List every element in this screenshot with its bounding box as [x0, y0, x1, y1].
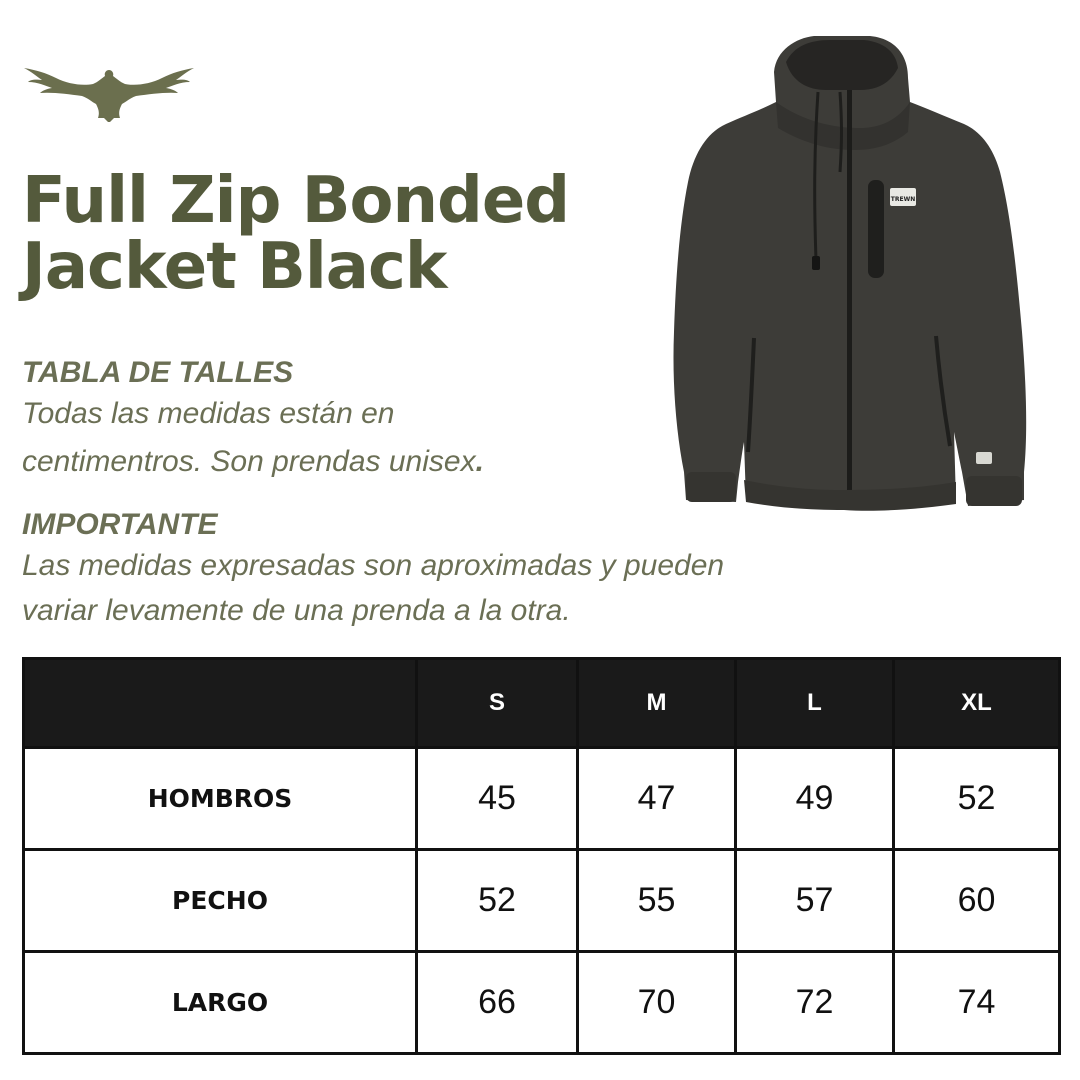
important-line2: variar levamente de una prenda a la otra.: [22, 594, 571, 627]
jacket-product-image: [664, 32, 1040, 512]
patch-label: TREWN: [890, 196, 916, 203]
size-header-row: [24, 659, 1060, 748]
important-line1: Las medidas expresadas son aproximadas y pueden: [22, 549, 725, 582]
size-header-l: L: [736, 659, 894, 748]
product-title-line2: Jacket Black: [22, 230, 447, 304]
important-heading: IMPORTANTE: [22, 508, 218, 541]
table-cell: 66: [417, 952, 578, 1054]
size-info-line2-period: .: [475, 445, 484, 478]
table-cell: 47: [578, 748, 736, 850]
table-row: [24, 850, 1060, 952]
table-cell: 52: [417, 850, 578, 952]
size-info-line1: Todas las medidas están en: [22, 397, 395, 430]
condor-logo-icon: [22, 64, 196, 122]
table-row: [24, 952, 1060, 1054]
size-header-empty: [24, 659, 417, 748]
row-label-pecho: PECHO: [24, 850, 417, 952]
table-cell: 45: [417, 748, 578, 850]
table-cell: 49: [736, 748, 894, 850]
size-chart-table: [22, 657, 1061, 1055]
table-cell: 74: [894, 952, 1060, 1054]
table-cell: 60: [894, 850, 1060, 952]
size-header-m: M: [578, 659, 736, 748]
row-label-hombros: HOMBROS: [24, 748, 417, 850]
table-cell: 72: [736, 952, 894, 1054]
size-info-line2-text: centimentros. Son prendas unisex: [22, 445, 476, 478]
product-title: [22, 164, 570, 304]
table-cell: 52: [894, 748, 1060, 850]
table-row: [24, 748, 1060, 850]
size-header-xl: XL: [894, 659, 1060, 748]
table-cell: 55: [578, 850, 736, 952]
row-label-largo: LARGO: [24, 952, 417, 1054]
product-title-line1: Full Zip Bonded: [22, 164, 570, 238]
important-block: [22, 508, 822, 632]
table-cell: 57: [736, 850, 894, 952]
size-header-s: S: [417, 659, 578, 748]
size-table-heading: TABLA DE TALLES: [22, 356, 294, 389]
table-cell: 70: [578, 952, 736, 1054]
